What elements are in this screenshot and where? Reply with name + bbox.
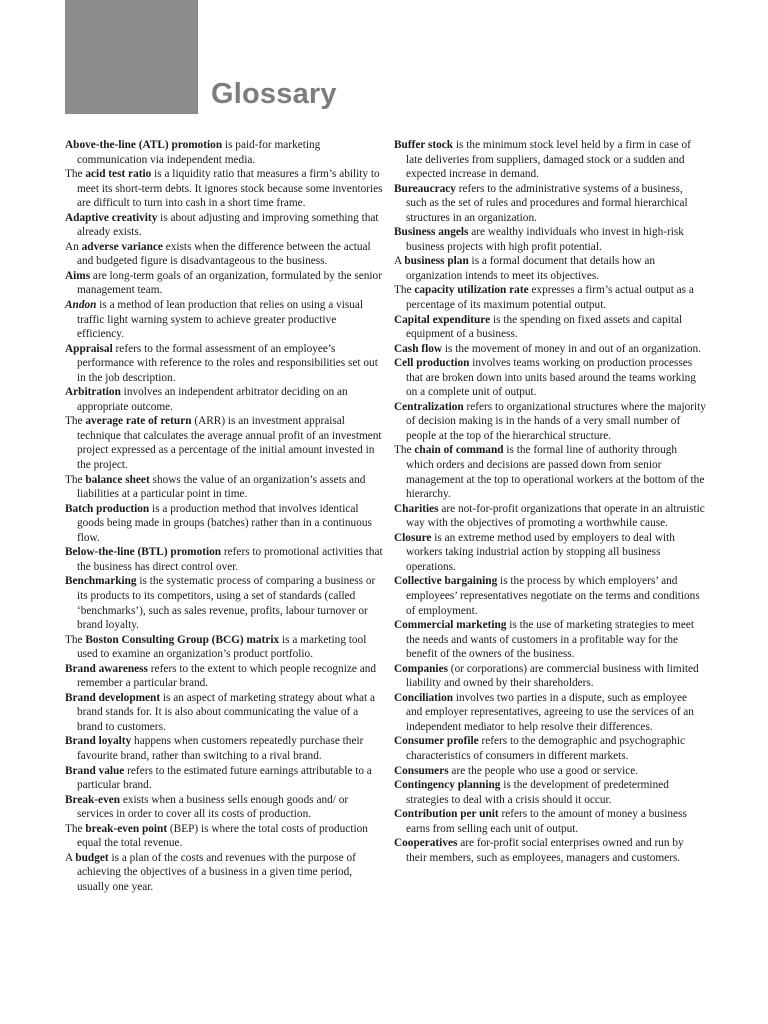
glossary-definition: is the systematic process of comparing a business or its products to its competitors, using a set of standards (called ‘benchmarks’), such as sales revenue, profits, labour turnover or brand loyalty. [77,575,376,632]
glossary-definition: is a marketing tool used to examine an organization’s product portfolio. [77,633,367,661]
glossary-entry [65,240,383,269]
glossary-entry [394,283,706,312]
glossary-entry [65,734,383,763]
glossary-entry [394,574,706,618]
glossary-definition: happens when customers repeatedly purchase their favourite brand, rather than switching to a rival brand. [77,735,364,762]
glossary-term: Brand loyalty [65,735,132,748]
glossary-term: Closure [394,531,432,544]
glossary-definition: is an extreme method used by employers to deal with workers taking industrial action by stopping all business operations. [406,531,675,573]
glossary-definition: (or corporations) are commercial business with limited liability and owned by their shareholders. [406,662,699,690]
glossary-term: Above-the-line (ATL) promotion [65,139,223,151]
glossary-term: capacity utilization rate [414,284,529,297]
glossary-entry [65,822,383,851]
glossary-entry [394,531,706,575]
glossary-entry [65,385,383,414]
glossary-term: Contribution per unit [394,808,499,821]
glossary-term: Buffer stock [394,139,454,151]
glossary-entry [65,633,383,662]
glossary-definition: (ARR) is an investment appraisal technique that calculates the average annual profit of an investment project expressed as a percentage of the initial amount invested in the project. [77,415,382,472]
glossary-term: Contingency planning [394,779,501,792]
glossary-definition: exists when the difference between the actual and budgeted figure is disadvantageous to the business. [77,240,371,268]
glossary-term: Below-the-line (BTL) promotion [65,546,222,559]
entry-prefix: The [65,168,86,181]
glossary-term: Cell production [394,357,470,370]
glossary-definition: is the use of marketing strategies to meet the needs and wants of customers in a profitable way for the benefit of the owners of the business. [406,619,695,661]
glossary-entry [65,662,383,691]
glossary-entry [65,473,383,502]
glossary-definition: refers to organizational structures where the majority of decision making is in the hands of a very small number of people at the top of the hierarchical structure. [406,400,706,442]
entry-prefix: The [394,284,415,297]
glossary-definition: is a production method that involves identical goods being made in groups (batches) rather than in a continuous flow. [77,502,372,544]
glossary-term: average rate of return [85,415,192,428]
glossary-entry [65,574,383,632]
glossary-term: acid test ratio [85,168,152,181]
glossary-entry [394,778,706,807]
glossary-definition: refers to the extent to which people recognize and remember a particular brand. [77,662,377,690]
glossary-term: Arbitration [65,386,121,399]
glossary-term: Consumers [394,764,449,777]
glossary-term: Cooperatives [394,837,458,850]
glossary-term: Collective bargaining [394,575,498,588]
glossary-definition: involves teams working on production processes that are broken down into units based around the teams working on a complete unit of output. [406,357,696,399]
glossary-entry [394,502,706,531]
glossary-entry [65,502,383,546]
glossary-entry [394,225,706,254]
glossary-definition: is an aspect of marketing strategy about what a brand stands for. It is also about communicating the value of a brand to customers. [77,691,375,733]
glossary-term: Benchmarking [65,575,137,588]
header-grey-block [65,0,198,114]
glossary-term: Companies [394,662,448,675]
glossary-term: break-even point [85,822,168,835]
glossary-definition: refers to the administrative systems of a business, such as the set of rules and procedures and formal hierarchical structures in an organization. [406,182,688,224]
glossary-term: Capital expenditure [394,313,491,326]
glossary-term: Brand value [65,764,125,777]
glossary-definition: involves two parties in a dispute, such as employee and employer representatives, agreeing to use the services of an independent mediator to help resolve their differences. [406,691,694,733]
entry-prefix: The [65,415,86,428]
glossary-definition: is the minimum stock level held by a firm in case of late deliveries from suppliers, damaged stock or a sudden and expected increase in demand. [406,139,691,181]
glossary-definition: is paid-for marketing communication via independent media. [77,139,321,166]
glossary-term: Centralization [394,400,464,413]
glossary-definition: exists when a business sells enough goods and/ or services in order to cover all its costs of production. [77,793,349,821]
glossary-entry [65,793,383,822]
glossary-entry [394,254,706,283]
page-title: Glossary [211,78,337,110]
glossary-entry [65,342,383,386]
glossary-definition: refers to the formal assessment of an employee’s performance with reference to the roles and responsibilities set out in the job description. [77,342,378,384]
entry-prefix: The [65,822,86,835]
glossary-entry [394,356,706,400]
glossary-entry [65,851,383,895]
glossary-definition: are long-term goals of an organization, formulated by the senior management team. [77,269,382,297]
glossary-column-left [65,138,383,894]
glossary-definition: (BEP) is where the total costs of production equal the total revenue. [77,822,368,850]
glossary-definition: is the formal line of authority through which orders and decisions are passed down from senior management at the top to operational workers at the bottom of the hierarchy. [406,444,705,501]
glossary-term: balance sheet [85,473,150,486]
glossary-term: Commercial marketing [394,619,507,632]
glossary-entry [394,618,706,662]
glossary-term: Andon [65,299,97,312]
glossary-entry [394,734,706,763]
glossary-entry [65,764,383,793]
glossary-term: Cash flow [394,342,443,355]
glossary-definition: refers to the demographic and psychographic characteristics of consumers in different markets. [406,735,686,762]
glossary-entry [394,836,706,865]
entry-prefix: The [65,473,86,486]
glossary-term: Aims [65,269,91,282]
glossary-entry [394,342,706,357]
glossary-term: Bureaucracy [394,182,456,195]
glossary-term: Break-even [65,793,121,806]
glossary-term: Consumer profile [394,735,479,748]
glossary-entry [394,138,706,182]
glossary-definition: shows the value of an organization’s assets and liabilities at a particular point in time. [77,473,366,501]
glossary-definition: is a liquidity ratio that measures a firm’s ability to meet its short-term debts. It ignores stock because some inventories are difficult to turn into cash in a short time frame. [77,168,383,210]
glossary-term: chain of command [414,444,504,457]
glossary-term: Adaptive creativity [65,211,158,224]
glossary-entry [394,400,706,444]
glossary-entry [394,662,706,691]
glossary-definition: involves an independent arbitrator deciding on an appropriate outcome. [77,386,348,413]
entry-prefix: The [394,444,415,457]
glossary-definition: is about adjusting and improving something that already exists. [77,211,379,239]
glossary-definition: is the movement of money in and out of an organization. [442,342,701,355]
glossary-entry [65,211,383,240]
glossary-entry [394,691,706,735]
glossary-term: Charities [394,502,439,515]
glossary-entry [65,545,383,574]
glossary-definition: is a plan of the costs and revenues with the purpose of achieving the objectives of a business in a given time period, usually one year. [77,851,356,893]
glossary-term: Brand awareness [65,662,148,675]
glossary-entry [65,414,383,472]
glossary-term: adverse variance [81,240,163,253]
glossary-entry [65,298,383,342]
glossary-definition: are not-for-profit organizations that operate in an altruistic way with the objectives of promoting a worthwhile cause. [406,502,705,530]
glossary-term: Brand development [65,691,161,704]
glossary-entry [394,764,706,779]
glossary-definition: is the development of predetermined strategies to deal with a crisis should it occur. [406,779,669,806]
glossary-entry [394,807,706,836]
glossary-term: budget [75,851,109,864]
glossary-term: Batch production [65,502,150,515]
glossary-definition: refers to promotional activities that the business has direct control over. [77,546,383,573]
glossary-definition: refers to the amount of money a business earns from selling each unit of output. [406,808,687,835]
entry-prefix: An [65,240,82,253]
glossary-definition: is a method of lean production that relies on using a visual traffic light warning system to achieve greater productive efficiency. [77,299,364,341]
glossary-term: Boston Consulting Group (BCG) matrix [85,633,280,646]
glossary-entry [65,269,383,298]
glossary-definition: are for-profit social enterprises owned and run by their members, such as employees, managers and customers. [406,837,684,864]
glossary-entry [65,691,383,735]
glossary-definition: are wealthy individuals who invest in high-risk business projects with high profit potential. [406,226,684,253]
glossary-entry [65,167,383,211]
entry-prefix: The [65,633,86,646]
glossary-definition: is a formal document that details how an organization intends to meet its objectives. [406,255,656,282]
glossary-entry [65,138,383,167]
glossary-definition: is the process by which employers’ and employees’ representatives negotiate on the terms and conditions of employment. [406,575,700,617]
glossary-term: Conciliation [394,691,453,704]
glossary-term: Appraisal [65,342,113,355]
glossary-definition: expresses a firm’s actual output as a percentage of its maximum potential output. [406,284,694,312]
glossary-entry [394,182,706,226]
glossary-column-right [394,138,706,865]
glossary-term: Business angels [394,226,469,239]
entry-prefix: A [65,851,76,864]
glossary-entry [394,443,706,501]
glossary-entry [394,313,706,342]
glossary-definition: is the spending on fixed assets and capital equipment of a business. [406,313,683,341]
glossary-definition: are the people who use a good or service. [448,764,639,777]
entry-prefix: A [394,255,405,268]
glossary-term: business plan [404,255,469,268]
glossary-definition: refers to the estimated future earnings attributable to a particular brand. [77,764,372,792]
